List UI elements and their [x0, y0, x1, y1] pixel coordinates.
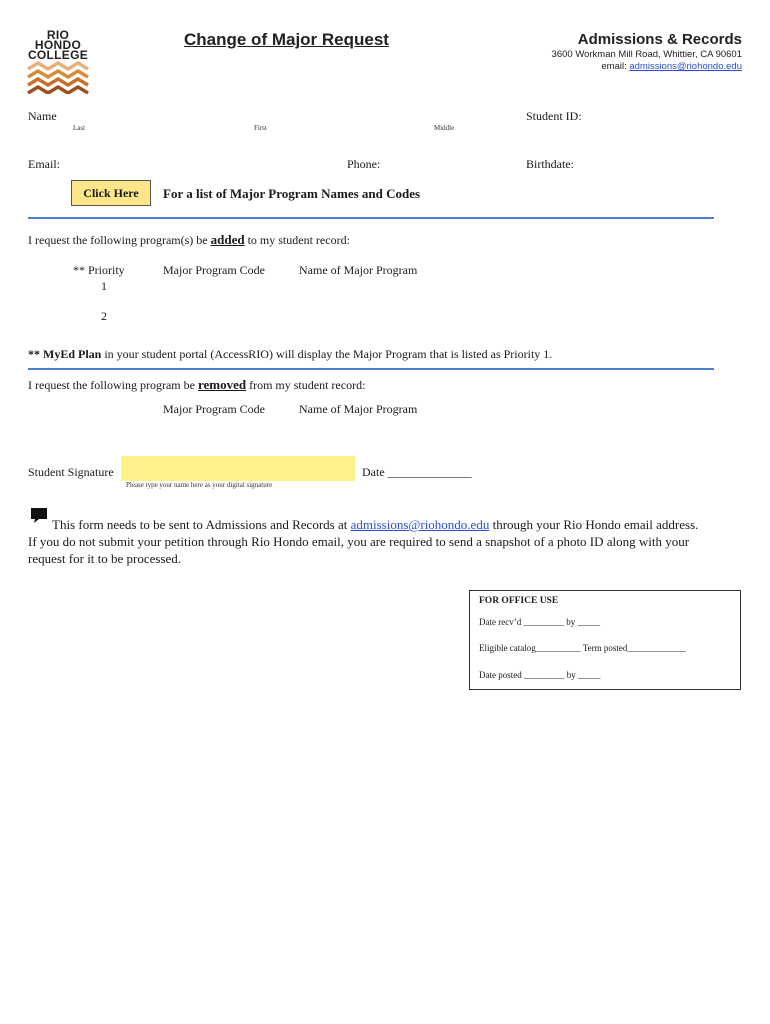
remove-intro-before: I request the following program be	[28, 378, 198, 392]
remove-name-column-header: Name of Major Program	[299, 402, 418, 416]
priority-column-header: ** Priority	[73, 263, 125, 277]
signature-input[interactable]	[121, 456, 355, 481]
office-use-title: FOR OFFICE USE	[479, 596, 559, 606]
first-name-label: First	[254, 124, 267, 132]
logo-line-1: RIO	[46, 28, 70, 42]
phone-label: Phone:	[347, 157, 381, 171]
email-label: Email:	[28, 157, 60, 171]
office-eligible-catalog: Eligible catalog__________ Term posted_____________	[479, 643, 686, 653]
signature-hint: Please type your name here as your digital signature	[126, 481, 273, 489]
myed-plan-note	[28, 347, 552, 362]
add-name-column-header: Name of Major Program	[299, 263, 418, 277]
email-prefix: email:	[601, 61, 630, 72]
logo-chevrons-icon	[27, 60, 89, 94]
notice-text-2: through your Rio Hondo email address.	[489, 517, 699, 532]
add-intro-after: to my student record:	[244, 233, 350, 247]
section-divider-1	[28, 217, 714, 219]
remove-code-column-header: Major Program Code	[163, 402, 265, 416]
department-email-line	[601, 61, 742, 72]
add-request-intro	[28, 232, 350, 248]
logo-line-3: COLLEGE	[27, 48, 89, 62]
office-date-posted: Date posted _________ by _____	[479, 670, 601, 680]
notice-text-1: This form needs to be sent to Admissions and Records at	[52, 517, 351, 532]
student-id-label: Student ID:	[526, 109, 582, 123]
remove-request-intro	[28, 377, 365, 393]
form-title: Change of Major Request	[184, 30, 389, 49]
office-date-received: Date recv’d _________ by _____	[479, 617, 600, 627]
notice-line-1	[52, 517, 698, 533]
add-intro-before: I request the following program(s) be	[28, 233, 211, 247]
myed-note-bold: ** MyEd Plan	[28, 347, 102, 361]
comment-icon	[30, 507, 48, 525]
department-email-link[interactable]: admissions@riohondo.edu	[629, 61, 742, 72]
priority-row-1: 1	[101, 279, 107, 293]
middle-name-label: Middle	[434, 124, 455, 132]
last-name-label: Last	[73, 124, 86, 132]
remove-intro-after: from my student record:	[246, 378, 366, 392]
department-address: 3600 Workman Mill Road, Whittier, CA 90601	[551, 49, 742, 60]
remove-intro-emphasis: removed	[197, 377, 247, 392]
add-intro-emphasis: added	[210, 232, 245, 247]
priority-row-2: 2	[101, 309, 107, 323]
notice-line-3: request for it to be processed.	[28, 551, 182, 566]
office-use-box	[469, 590, 741, 690]
department-name: Admissions & Records	[577, 31, 742, 48]
section-divider-2	[28, 368, 714, 370]
date-field[interactable]: Date ______________	[362, 465, 472, 479]
click-here-button[interactable]: Click Here	[71, 180, 151, 206]
logo-line-2: HONDO	[34, 38, 82, 52]
myed-note-rest: in your student portal (AccessRIO) will display the Major Program that is listed as Priority 1.	[101, 347, 553, 361]
notice-email-link[interactable]: admissions@riohondo.edu	[350, 517, 490, 532]
notice-line-2: If you do not submit your petition through Rio Hondo email, you are required to send a snapshot of a photo ID along with your	[28, 534, 690, 549]
college-logo-text	[26, 30, 90, 60]
add-code-column-header: Major Program Code	[163, 263, 265, 277]
birthdate-label: Birthdate:	[526, 157, 574, 171]
major-list-caption: For a list of Major Program Names and Codes	[163, 186, 421, 201]
signature-label: Student Signature	[28, 465, 114, 479]
name-label: Name	[28, 109, 57, 123]
